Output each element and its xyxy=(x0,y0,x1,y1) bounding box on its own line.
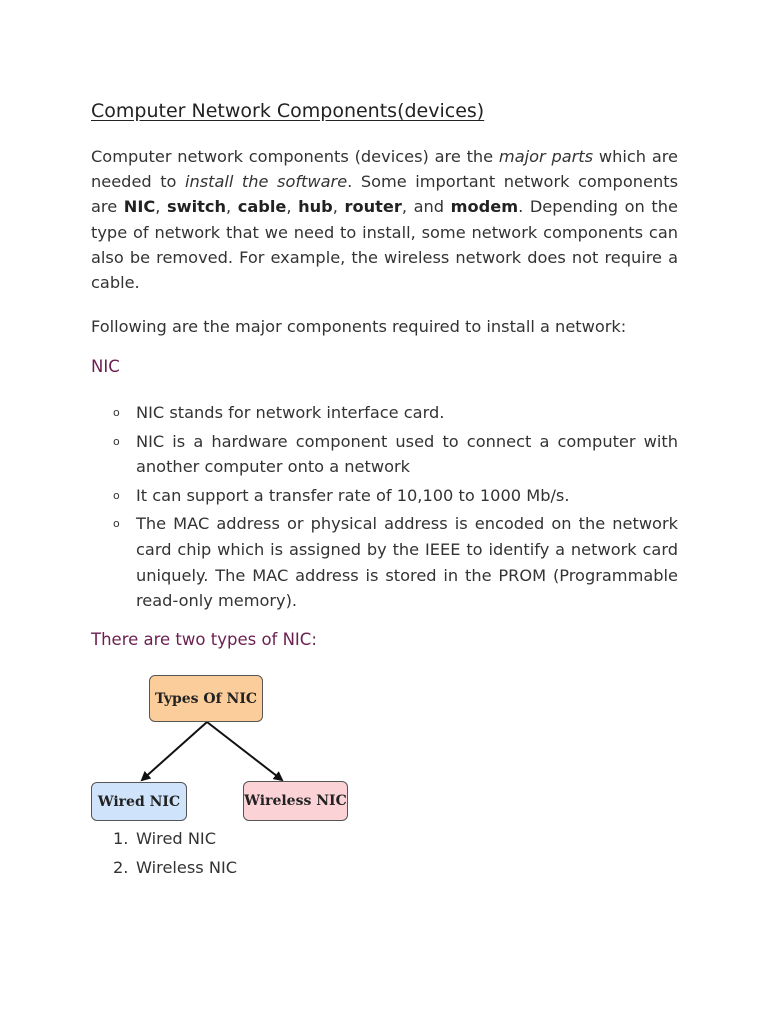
term-modem: modem xyxy=(450,197,519,217)
intro-text-4: . Depending on the type of network that we need to install, some network components can also be removed. For example, the wireless network does not require a cable. xyxy=(91,197,678,293)
term-cable: cable xyxy=(237,197,287,217)
page-title: Computer Network Components(devices) xyxy=(91,100,485,122)
intro-sep-4: , xyxy=(332,197,345,217)
intro-text-3: . Some important network components are xyxy=(91,172,678,217)
list-item xyxy=(113,853,237,882)
term-switch: switch xyxy=(166,197,226,217)
nic-types-list xyxy=(113,824,237,882)
nic-heading: NIC xyxy=(91,357,120,376)
bullet-marker: o xyxy=(113,517,120,531)
bullet-marker: o xyxy=(113,488,120,502)
types-heading: There are two types of NIC: xyxy=(91,630,317,649)
list-label: Wireless NIC xyxy=(136,858,238,877)
diagram-node-wireless-nic: Wireless NIC xyxy=(243,781,348,821)
bullet-marker: o xyxy=(113,434,120,448)
intro-text-2: which are needed to xyxy=(91,147,678,192)
list-number: 1. xyxy=(113,829,129,848)
diagram-node-types-of-nic: Types Of NIC xyxy=(149,675,263,722)
bullet-marker: o xyxy=(113,406,120,419)
bullet-text: NIC stands for network interface card. xyxy=(136,403,445,422)
diagram-node-wired-nic: Wired NIC xyxy=(91,782,187,821)
following-text: Following are the major components required to install a network: xyxy=(91,317,627,336)
intro-italic-major-parts: major parts xyxy=(498,147,594,166)
intro-sep-3: , xyxy=(286,197,299,217)
arrow-to-wired xyxy=(142,722,207,780)
term-router: router xyxy=(344,197,402,217)
arrow-to-wireless xyxy=(207,722,282,780)
bullet-text: It can support a transfer rate of 10,100 to 1000 Mb/s. xyxy=(136,485,570,505)
list-label: Wired NIC xyxy=(136,829,217,848)
bullet-text: NIC is a hardware component used to connect a computer with another computer onto a network xyxy=(136,431,678,477)
term-hub: hub xyxy=(298,197,333,217)
intro-sep-1: , xyxy=(155,197,167,217)
term-nic: NIC xyxy=(123,197,156,217)
intro-sep-5: , and xyxy=(401,197,451,217)
intro-italic-install: install the software xyxy=(184,172,348,192)
intro-text-1: Computer network components (devices) are the xyxy=(91,147,499,166)
list-item xyxy=(113,824,237,853)
intro-sep-2: , xyxy=(225,197,238,217)
list-number: 2. xyxy=(113,858,129,877)
bullet-text: The MAC address or physical address is encoded on the network card chip which is assigned by the IEEE to identify a network card uniquely. The MAC address is stored in the PROM (Programmable read-only memory). xyxy=(136,514,678,611)
